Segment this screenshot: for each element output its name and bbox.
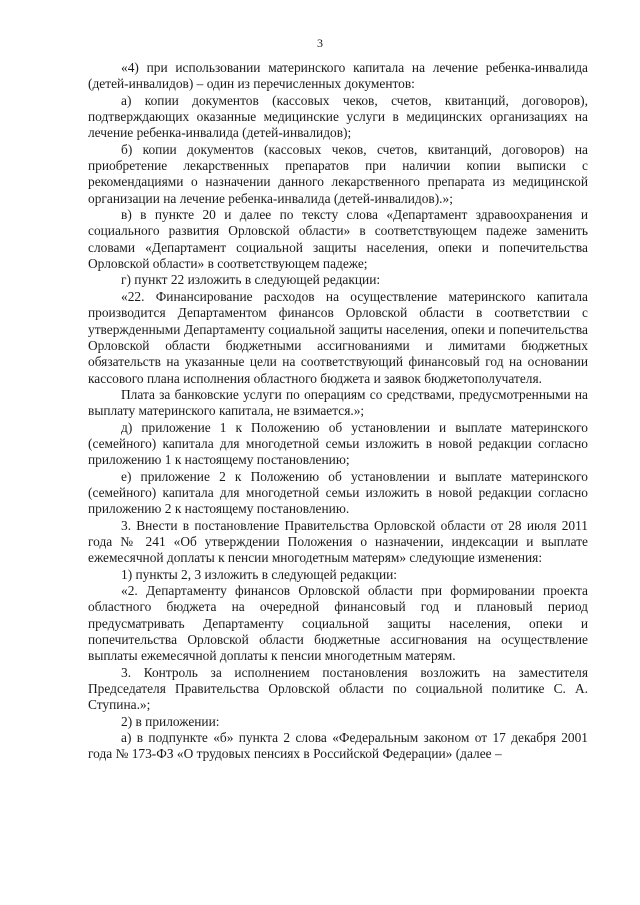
paragraph-section-3-resolution-241: 3. Внести в постановление Правительства Орловской области от 28 июля 2011 года № 241 «Об утверждении Положения о назначении, индексации и выплате ежемесячной доплаты к пенсии многодетным матерям» следующие изменения:: [88, 517, 588, 566]
paragraph-point-3-control: 3. Контроль за исполнением постановления возложить на заместителя Председателя Правительства Орловской области по социальной политике С. А. Ступина.»;: [88, 664, 588, 713]
document-body: [88, 60, 588, 763]
paragraph-item-v-rename-department: в) в пункте 20 и далее по тексту слова «Департамент здравоохранения и социального развития Орловской области» в соответствующем падеже заменить словами «Департамент социальной защиты населения, опеки и попечительства Орловской области» в соответствующем падеже;: [88, 207, 588, 272]
paragraph-point-22-financing: «22. Финансирование расходов на осуществление материнского капитала производится Департаментом финансов Орловской области в соответствии с утвержденными Департаменту социальной защиты населения, опеки и попечительства Орловской области бюджетными ассигнованиями и лимитами бюджетных обязательств на указанные цели на соответствующий финансовый год на основании кассового плана исполнения областного бюджета и заявок бюджетополучателя.: [88, 288, 588, 386]
paragraph-point-2-finance-department: «2. Департаменту финансов Орловской области при формировании проекта областного бюджета на очередной финансовый год и плановый период предусматривать Департаменту социальной защиты населения, опеки и попечительства Орловской области бюджетные ассигнования на осуществление выплаты ежемесячной доплаты к пенсии многодетным матерям.: [88, 583, 588, 664]
paragraph-subitem-1-points-2-3: 1) пункты 2, 3 изложить в следующей редакции:: [121, 566, 397, 582]
paragraph-item-g-point-22: г) пункт 22 изложить в следующей редакции:: [121, 272, 381, 288]
paragraph-subitem-a-medical-services: а) копии документов (кассовых чеков, счетов, квитанций, договоров), подтверждающих оказанные медицинские услуги в медицинских организациях на лечение ребенка-инвалида (детей-инвалидов);: [88, 92, 588, 141]
paragraph-subitem-a-point-2-law: а) в подпункте «б» пункта 2 слова «Федеральным законом от 17 декабря 2001 года № 173-ФЗ «О трудовых пенсиях в Российской Федерации» (далее –: [88, 730, 588, 762]
paragraph-bank-fees: Плата за банковские услуги по операциям со средствами, предусмотренными на выплату материнского капитала, не взимается.»;: [88, 386, 588, 419]
paragraph-item-4: «4) при использовании материнского капитала на лечение ребенка-инвалида (детей-инвалидов) – один из перечисленных документов:: [88, 60, 588, 92]
page-number: 3: [317, 36, 323, 50]
paragraph-subitem-2-appendix: 2) в приложении:: [121, 713, 220, 729]
paragraph-item-d-appendix-1: д) приложение 1 к Положению об установлении и выплате материнского (семейного) капитала для многодетной семьи изложить в новой редакции согласно приложению 1 к настоящему постановлению;: [88, 419, 588, 468]
paragraph-subitem-b-medicines: б) копии документов (кассовых чеков, счетов, квитанций, договоров) на приобретение лекарственных препаратов при наличии копии выписки с рекомендациями о назначении данного лекарственного препарата из медицинской организации на лечение ребенка-инвалида (детей-инвалидов).»;: [88, 141, 588, 206]
paragraph-item-e-appendix-2: е) приложение 2 к Положению об установлении и выплате материнского (семейного) капитала для многодетной семьи изложить в новой редакции согласно приложению 2 к настоящему постановлению.: [88, 468, 588, 517]
